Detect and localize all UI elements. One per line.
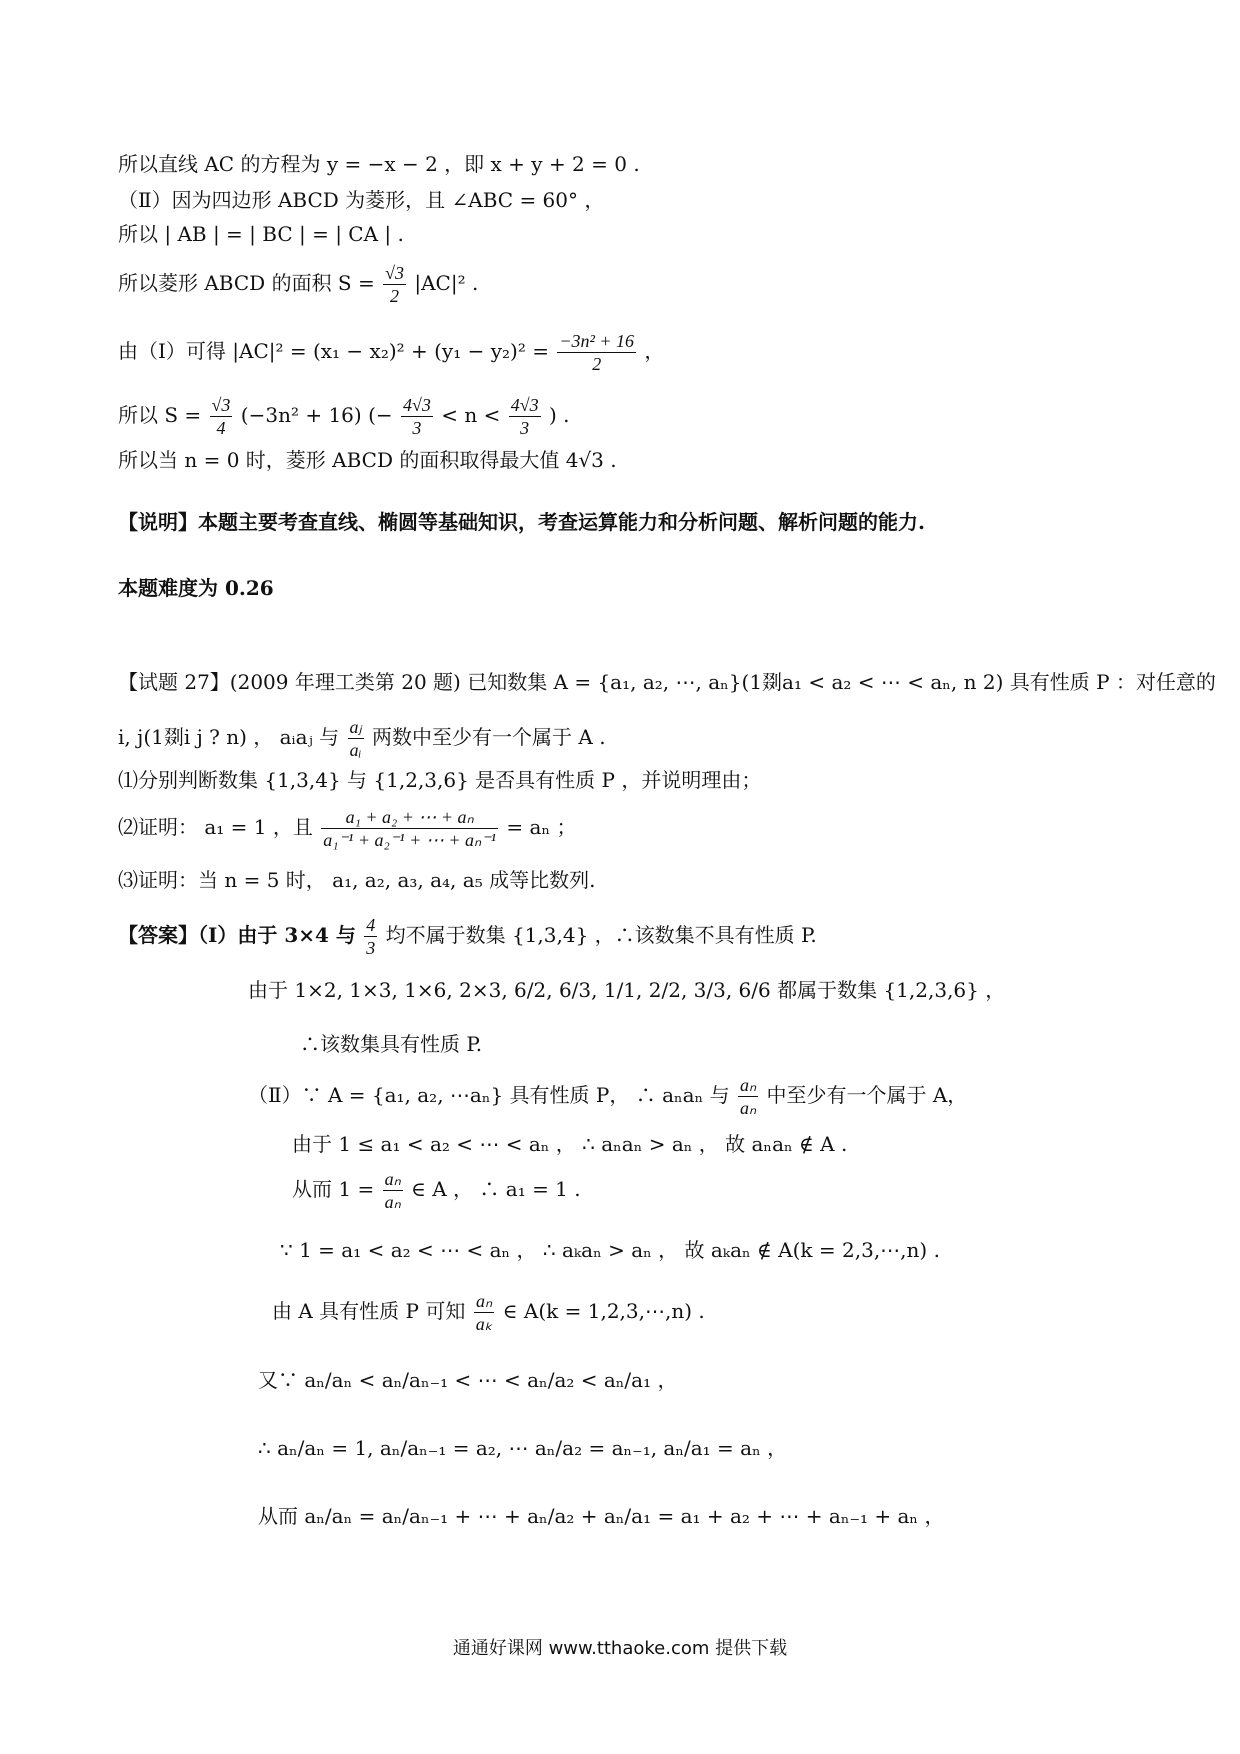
solution-line-6 [118,394,570,439]
fraction: $\frac{√3}{2}$ [385,263,404,306]
solution-line-2: （Ⅱ）因为四边形 ABCD 为菱形，且 ∠ABC = 60° ， [118,188,605,212]
text: |AC|² . [414,271,479,295]
fraction: $\frac{\text{aₙ}}{\text{aₙ}}$ [384,1169,401,1212]
answer-line-2: 由于 1×2, 1×3, 1×6, 2×3, 6/2, 6/3, 1/1, 2/2, 3/3, 6/6 都属于数集 {1,2,3,6} ， [248,978,1006,1002]
text: 由（Ⅰ）可得 |AC|² = (x₁ − x₂)² + (y₁ − y₂)² = [118,339,549,363]
answer-line-7: ∵ 1 = a₁ < a₂ < ⋯ < aₙ ， ∴ aₖaₙ > aₙ ， 故 aₖaₙ ∉ A(k = 2,3,⋯,n) . [280,1238,940,1262]
answer-line-3: ∴该数集具有性质 P. [300,1032,483,1056]
text: 均不属于数集 {1,3,4} ，∴该数集不具有性质 P. [385,923,817,947]
text: （Ⅱ）∵ A = {a₁, a₂, ⋯aₙ} 具有性质 P， ∴ aₙaₙ 与 [248,1083,730,1107]
fraction: $\frac{\text{aₙ}}{\text{aₙ}}$ [739,1075,757,1118]
text: < n < [441,403,501,427]
q27-title-line-2 [118,716,606,761]
text: 中至少有一个属于 A， [766,1083,968,1107]
answer-line-1 [118,914,817,959]
answer-line-8 [272,1290,705,1335]
fraction: $\frac{\text{a₁ + a₂ + ⋯ + aₙ}}{\text{a₁⁻¹ + a₂⁻¹ + ⋯ + aₙ⁻¹}}$ [323,807,497,850]
q27-part-1: ⑴分别判断数集 {1,3,4} 与 {1,2,3,6} 是否具有性质 P ，并说明理由； [118,768,762,792]
text: 所以 S = [118,403,202,427]
fraction: $\frac{\text{aₙ}}{\text{aₖ}}$ [475,1291,493,1334]
text: (−3n² + 16) (− [240,403,393,427]
text: ⑵证明： a₁ = 1 ，且 [118,815,313,839]
fraction: $\frac{4√3}{3}$ [402,395,431,438]
text: ， [644,339,665,363]
fraction: $\frac{√3}{4}$ [211,395,231,438]
answer-line-6 [292,1168,581,1213]
page-footer: 通通好课网 www.tthaoke.com 提供下载 [452,1638,788,1659]
text: 由 A 具有性质 P 可知 [272,1299,466,1323]
text: 所以菱形 ABCD 的面积 S = [118,271,375,295]
q27-part-3: ⑶证明：当 n = 5 时， a₁, a₂, a₃, a₄, a₅ 成等比数列. [118,868,596,892]
fraction: $\frac{\text{−3n² + 16}}{2}$ [559,331,635,374]
answer-line-5: 由于 1 ≤ a₁ < a₂ < ⋯ < aₙ ， ∴ aₙaₙ > aₙ ， 故 aₙaₙ ∉ A . [292,1132,848,1156]
answer-line-9: 又∵ aₙ/aₙ < aₙ/aₙ₋₁ < ⋯ < aₙ/a₂ < aₙ/a₁ ， [258,1368,678,1392]
fraction: $\frac{4√3}{3}$ [510,395,539,438]
note: 【说明】本题主要考查直线、椭圆等基础知识，考查运算能力和分析问题、解析问题的能力. [118,510,925,534]
text: 【答案】（Ⅰ）由于 3×4 与 [118,923,356,947]
q27-title-line-1: 【试题 27】(2009 年理工类第 20 题) 已知数集 A = {a₁, a₂, ⋯, aₙ}(1剟a₁ < a₂ < ⋯ < aₙ, n 2) 具有性质 P ：对任意的 [118,670,1216,694]
solution-line-1: 所以直线 AC 的方程为 y = −x − 2 ，即 x + y + 2 = 0 . [118,152,640,176]
solution-line-4 [118,262,478,307]
solution-line-3: 所以 | AB | = | BC | = | CA | . [118,222,404,246]
answer-line-11: 从而 aₙ/aₙ = aₙ/aₙ₋₁ + ⋯ + aₙ/a₂ + aₙ/a₁ = a₁ + a₂ + ⋯ + aₙ₋₁ + aₙ ， [258,1504,945,1528]
fraction: $\frac{\text{aⱼ}}{\text{aᵢ}}$ [349,717,362,760]
text: 从而 1 = [292,1177,375,1201]
fraction: $\frac{4}{3}$ [366,915,376,958]
text: = aₙ ； [506,815,577,839]
difficulty: 本题难度为 0.26 [118,576,274,600]
text: 两数中至少有一个属于 A . [372,725,606,749]
solution-line-5 [118,330,664,375]
solution-line-7: 所以当 n = 0 时，菱形 ABCD 的面积取得最大值 4√3 . [118,448,617,472]
text: i, j(1剟i j ? n) ， aᵢaⱼ 与 [118,725,340,749]
answer-line-10: ∴ aₙ/aₙ = 1, aₙ/aₙ₋₁ = a₂, ⋯ aₙ/a₂ = aₙ₋₁, aₙ/a₁ = aₙ ， [258,1436,788,1460]
text: ∈ A ， ∴ a₁ = 1 . [411,1177,581,1201]
text: ∈ A(k = 1,2,3,⋯,n) . [502,1299,705,1323]
answer-line-4 [248,1074,967,1119]
q27-part-2 [118,806,576,851]
text: ) . [548,403,570,427]
